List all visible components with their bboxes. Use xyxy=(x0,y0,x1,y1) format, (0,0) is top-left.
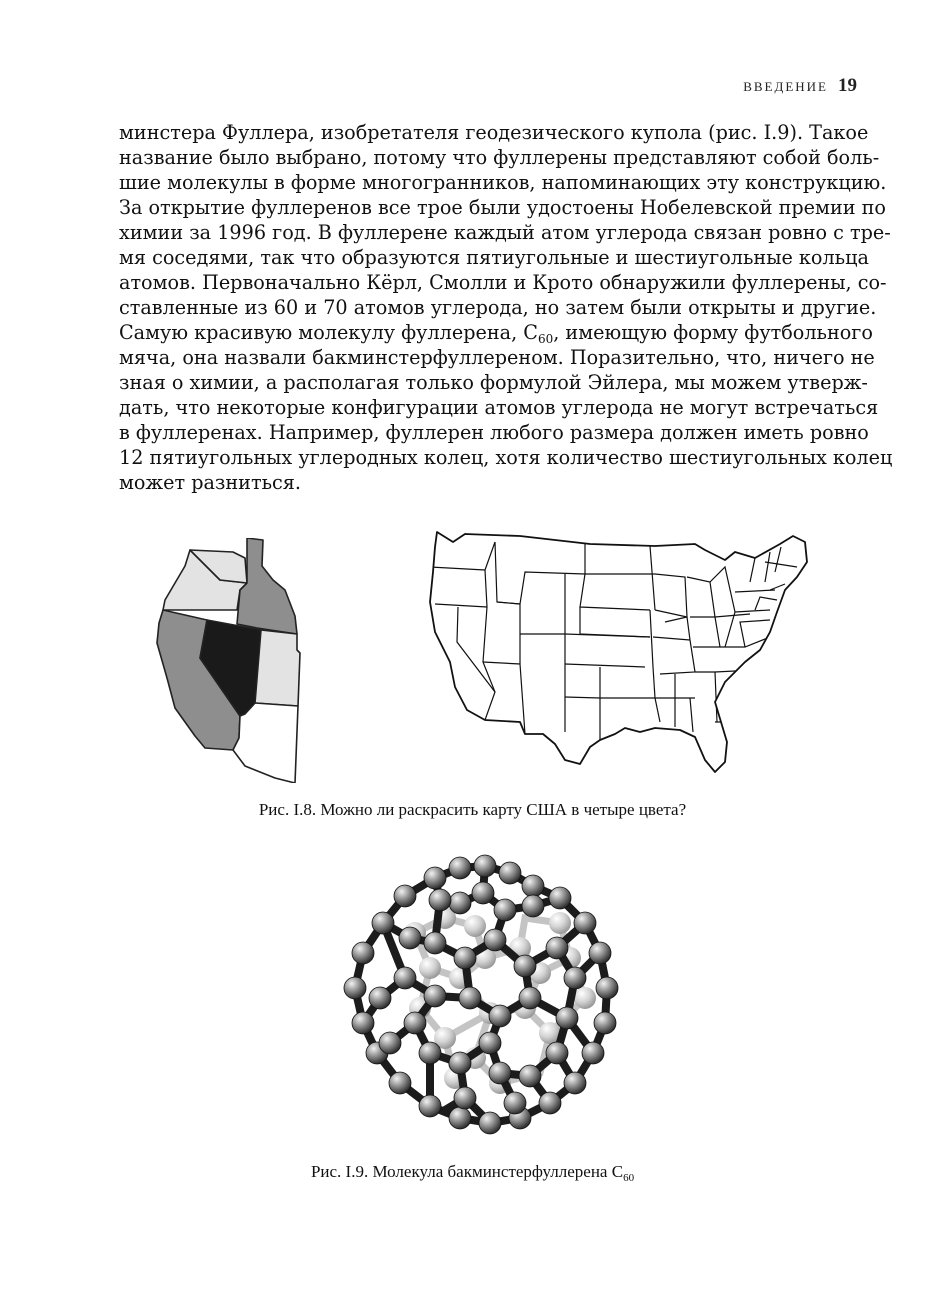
text-line-part: , имеющую форму футбольного xyxy=(553,321,873,344)
caption-subscript: 60 xyxy=(623,1172,635,1184)
text-line: атомов. Первоначально Кёрл, Смолли и Крото обнаружили фуллерены, со- xyxy=(119,271,887,294)
text-line: химии за 1996 год. В фуллерене каждый атом углерода связан ровно с тре- xyxy=(119,221,891,244)
text-line: зная о химии, а располагая только формулой Эйлера, мы можем утверж- xyxy=(119,371,868,394)
western-states-map xyxy=(145,538,310,783)
text-line: 12 пятиугольных углеродных колец, хотя количество шестиугольных колец xyxy=(119,446,893,469)
text-line: мяча, она назвали бакминстерфуллереном. Поразительно, что, ничего не xyxy=(119,346,875,369)
utah-region xyxy=(255,630,300,706)
idaho-region xyxy=(237,538,297,634)
text-line: За открытие фуллеренов все трое были удостоены Нобелевской премии по xyxy=(119,196,886,219)
text-line: ставленные из 60 и 70 атомов углерода, но затем были открыты и другие. xyxy=(119,296,877,319)
figure-8-caption: Рис. I.8. Можно ли раскрасить карту США в четыре цвета? xyxy=(258,800,687,819)
page-number: 19 xyxy=(838,75,857,96)
section-title: ВВЕДЕНИЕ xyxy=(743,79,828,94)
text-line-part: Самую красивую молекулу фуллерена, C xyxy=(119,321,538,344)
arizona-region xyxy=(233,703,298,783)
text-line-c60 xyxy=(119,320,873,346)
subscript: 60 xyxy=(537,332,554,346)
figure-9-caption-text: Рис. I.9. Молекула бакминстерфуллерена C xyxy=(310,1162,624,1181)
figure-9-caption xyxy=(0,1162,945,1184)
text-line: в фуллеренах. Например, фуллерен любого размера должен иметь ровно xyxy=(119,421,869,444)
text-line: мя соседями, так что образуются пятиугольные и шестиугольные кольца xyxy=(119,246,869,269)
text-line: может разниться. xyxy=(119,471,301,494)
text-line: минстера Фуллера, изобретателя геодезического купола (рис. I.9). Такое xyxy=(119,121,869,144)
running-head xyxy=(743,75,857,97)
usa-outline xyxy=(430,532,807,772)
text-line: шие молекулы в форме многогранников, напоминающих эту конструкцию. xyxy=(119,171,887,194)
usa-map xyxy=(425,522,820,777)
body-paragraph xyxy=(119,120,893,495)
text-line: название было выбрано, потому что фуллерены представляют собой боль- xyxy=(119,146,880,169)
c60-molecule xyxy=(335,848,635,1148)
text-line: дать, что некоторые конфигурации атомов углерода не могут встречаться xyxy=(119,396,879,419)
